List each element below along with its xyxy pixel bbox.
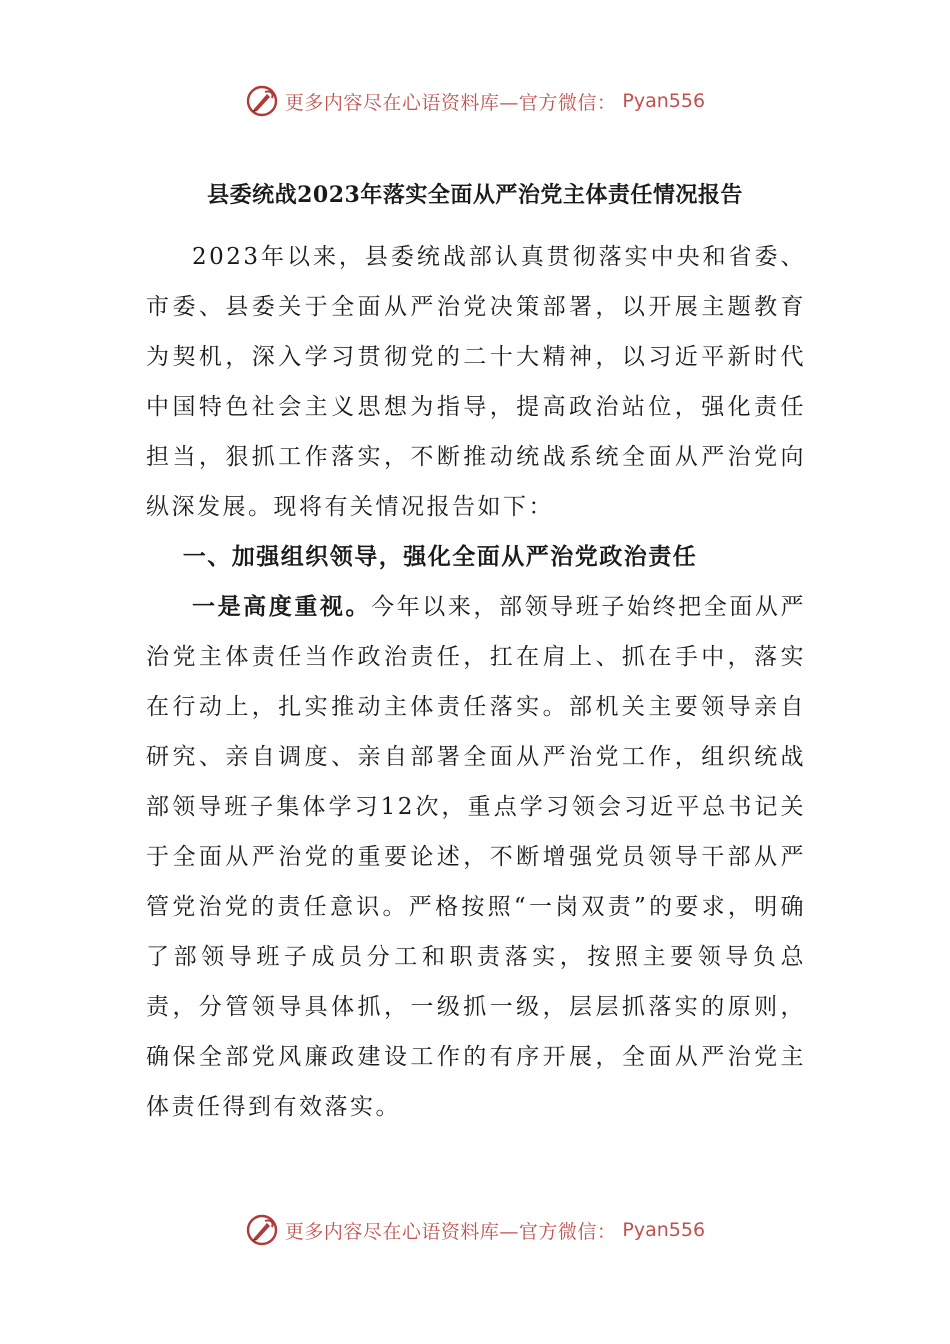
watermark-text: 更多内容尽在心语资料库—官方微信： bbox=[284, 91, 617, 114]
intro-paragraph: 2023年以来，县委统战部认真贯彻落实中央和省委、市委、县委关于全面从严治党决策部署，以开展主题教育为契机，深入学习贯彻党的二十大精神，以习近平新时代中国特色社会主义思想为指导，提高政治站位，强化责任担当，狠抓工作落实，不断推动统战系统全面从严治党向纵深发展。现将有关情况报告如下： bbox=[146, 244, 806, 520]
watermark-text: 更多内容尽在心语资料库—官方微信： bbox=[284, 1220, 617, 1243]
watermark-footer bbox=[0, 1213, 950, 1247]
paragraph-lead: 一是高度重视。 bbox=[192, 593, 372, 620]
document-body bbox=[146, 232, 806, 1132]
paragraph-1 bbox=[146, 582, 806, 1132]
pen-logo-icon bbox=[245, 1213, 279, 1247]
pen-logo-icon bbox=[245, 84, 279, 118]
watermark-wechat-id: Pyan556 bbox=[622, 1219, 706, 1241]
watermark-header bbox=[0, 84, 950, 118]
paragraph-body: 今年以来，部领导班子始终把全面从严治党主体责任当作政治责任，扛在肩上、抓在手中，落实在行动上，扎实推动主体责任落实。部机关主要领导亲自研究、亲自调度、亲自部署全面从严治党工作，组织统战部领导班子集体学习12次，重点学习领会习近平总书记关于全面从严治党的重要论述，不断增强党员领导干部从严管党治党的责任意识。严格按照“一岗双责”的要求，明确了部领导班子成员分工和职责落实，按照主要领导负总责，分管领导具体抓，一级抓一级，层层抓落实的原则，确保全部党风廉政建设工作的有序开展，全面从严治党主体责任得到有效落实。 bbox=[146, 594, 807, 1120]
section-heading: 一、加强组织领导，强化全面从严治党政治责任 bbox=[182, 543, 698, 570]
watermark-wechat-id: Pyan556 bbox=[622, 90, 706, 112]
document-title: 县委统战2023年落实全面从严治党主体责任情况报告 bbox=[207, 182, 743, 208]
